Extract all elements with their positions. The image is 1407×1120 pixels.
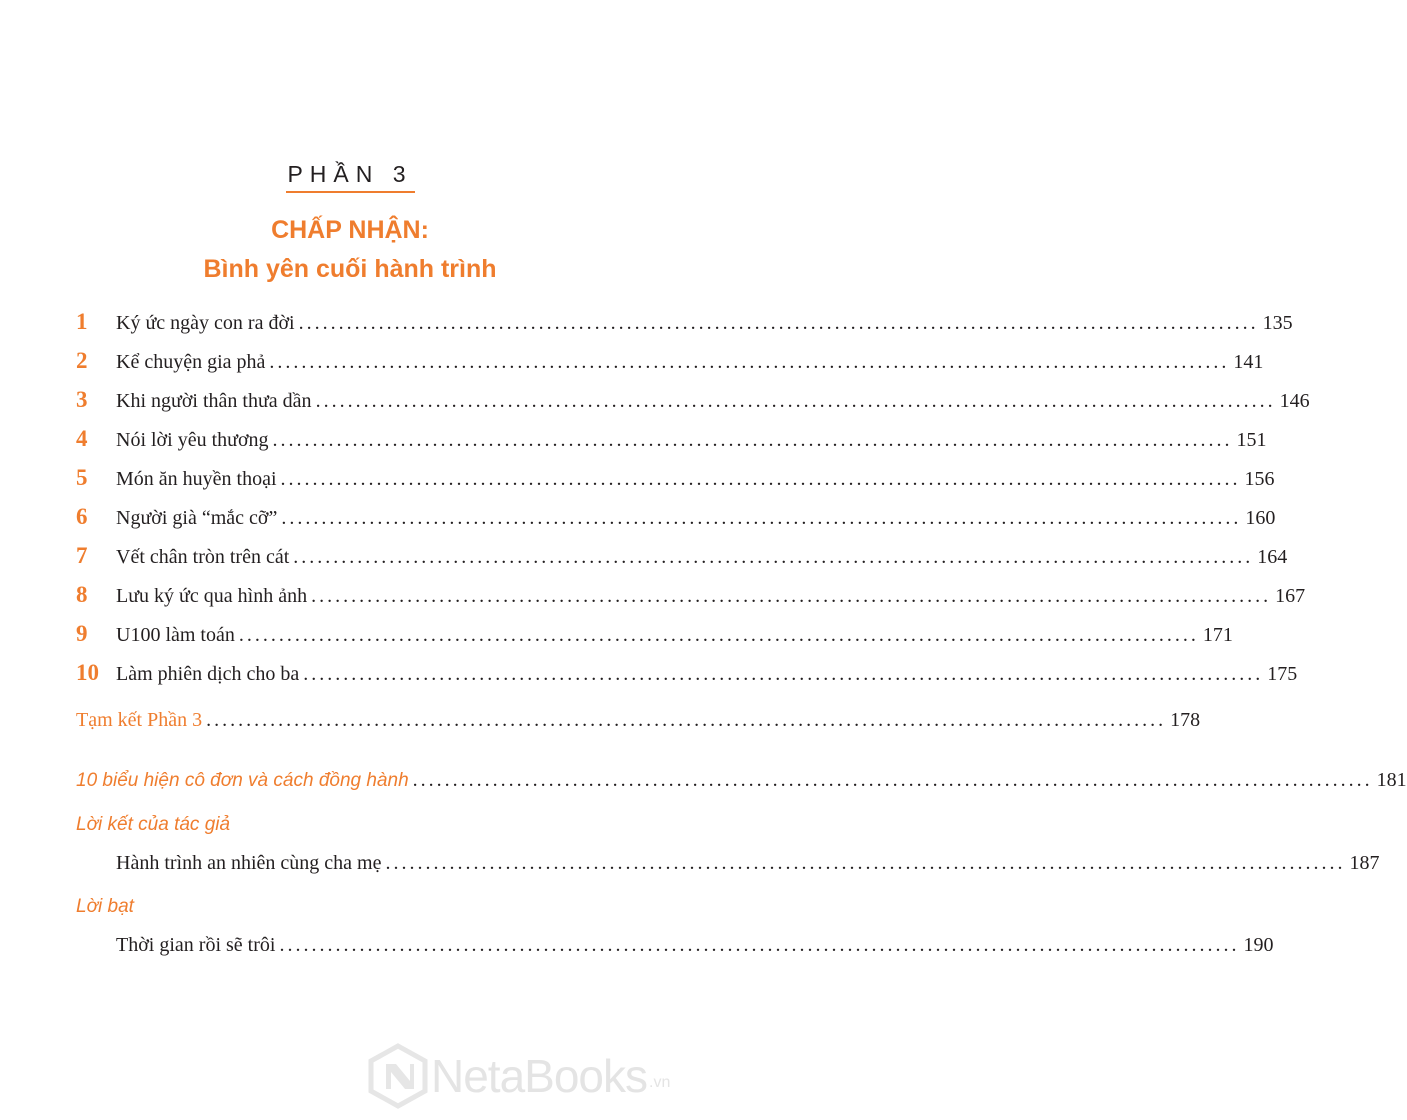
chapter-number: 8 (76, 582, 88, 607)
lonely-page: 181 (1376, 769, 1407, 791)
toc-row-lonely[interactable] (76, 767, 1407, 794)
dot-leader: ........................................................................................................................ (279, 934, 1240, 956)
chapter-title: Làm phiên dịch cho ba (116, 663, 300, 685)
wrap-up-page: 178 (1170, 709, 1201, 731)
toc-row[interactable] (76, 543, 1288, 570)
dot-leader: ........................................................................................................................ (293, 546, 1254, 568)
chapter-page: 175 (1267, 663, 1298, 685)
dot-leader: ........................................................................................................................ (272, 429, 1233, 451)
afterword-title: Hành trình an nhiên cùng cha mẹ (116, 852, 382, 874)
dot-leader: ........................................................................................................................ (298, 312, 1259, 334)
chapter-number: 3 (76, 387, 88, 412)
chapter-page: 160 (1245, 507, 1276, 529)
dot-leader: ........................................................................................................................ (315, 390, 1276, 412)
afterword-page: 187 (1349, 852, 1380, 874)
chapter-number: 2 (76, 348, 88, 373)
chapter-title: Lưu ký ức qua hình ảnh (116, 585, 308, 607)
chapter-page: 135 (1262, 312, 1293, 334)
watermark-brand: NetaBooks (431, 1050, 648, 1102)
toc-row[interactable] (76, 465, 1275, 492)
chapter-title: Vết chân tròn trên cát (116, 546, 290, 568)
chapter-title: Nói lời yêu thương (116, 429, 269, 451)
toc-row-wrap-up[interactable] (76, 707, 1201, 733)
dot-leader: ........................................................................................................................ (311, 585, 1272, 607)
dot-leader: ........................................................................................................................ (238, 624, 1199, 646)
dot-leader: ........................................................................................................................ (303, 663, 1264, 685)
part-underline (286, 191, 415, 193)
postscript-page: 190 (1243, 934, 1274, 956)
chapter-title: Kể chuyện gia phả (116, 351, 266, 373)
chapter-page: 167 (1275, 585, 1306, 607)
toc-row[interactable] (76, 621, 1233, 648)
dot-leader: ........................................................................................................................ (206, 709, 1167, 731)
part-label: PHẦN 3 (287, 161, 413, 187)
chapter-title: U100 làm toán (116, 624, 235, 646)
postscript-title: Thời gian rồi sẽ trôi (116, 934, 276, 956)
chapter-title: Món ăn huyền thoại (116, 468, 277, 490)
part-title-line1: CHẤP NHẬN: (271, 216, 429, 244)
part-title-line2: Bình yên cuối hành trình (203, 255, 497, 283)
lonely-title: 10 biểu hiện cô đơn và cách đồng hành (76, 770, 409, 791)
chapter-number: 10 (76, 660, 99, 685)
toc-row[interactable] (76, 387, 1310, 414)
afterword-heading: Lời kết của tác giả (76, 814, 231, 835)
chapter-number: 1 (76, 309, 88, 334)
chapter-page: 164 (1257, 546, 1288, 568)
chapter-page: 171 (1202, 624, 1233, 646)
dot-leader: ........................................................................................................................ (269, 351, 1230, 373)
chapter-number: 5 (76, 465, 88, 490)
chapter-number: 7 (76, 543, 88, 568)
toc-row-afterword[interactable] (76, 850, 1380, 876)
netabooks-logo-icon (367, 1043, 429, 1109)
chapter-number: 6 (76, 504, 88, 529)
toc-row-postscript[interactable] (76, 932, 1274, 958)
toc-row[interactable] (76, 660, 1298, 687)
chapter-number: 4 (76, 426, 88, 451)
postscript-heading: Lời bạt (76, 896, 134, 917)
watermark (367, 1043, 670, 1109)
dot-leader: ........................................................................................................................ (412, 769, 1373, 791)
toc-row[interactable] (76, 309, 1293, 336)
chapter-page: 146 (1279, 390, 1310, 412)
chapter-page: 156 (1244, 468, 1275, 490)
watermark-suffix: .vn (649, 1074, 671, 1091)
toc-row[interactable] (76, 504, 1276, 531)
dot-leader: ........................................................................................................................ (280, 468, 1241, 490)
toc-row[interactable] (76, 426, 1267, 453)
wrap-up-title: Tạm kết Phần 3 (76, 709, 203, 731)
chapter-title: Khi người thân thưa dần (116, 390, 312, 412)
chapter-page: 151 (1236, 429, 1267, 451)
dot-leader: ........................................................................................................................ (281, 507, 1242, 529)
chapter-number: 9 (76, 621, 88, 646)
dot-leader: ........................................................................................................................ (385, 852, 1346, 874)
chapter-title: Ký ức ngày con ra đời (116, 312, 295, 334)
toc-row[interactable] (76, 348, 1264, 375)
chapter-page: 141 (1233, 351, 1264, 373)
toc-row[interactable] (76, 582, 1306, 609)
chapter-title: Người già “mắc cỡ” (116, 507, 278, 529)
